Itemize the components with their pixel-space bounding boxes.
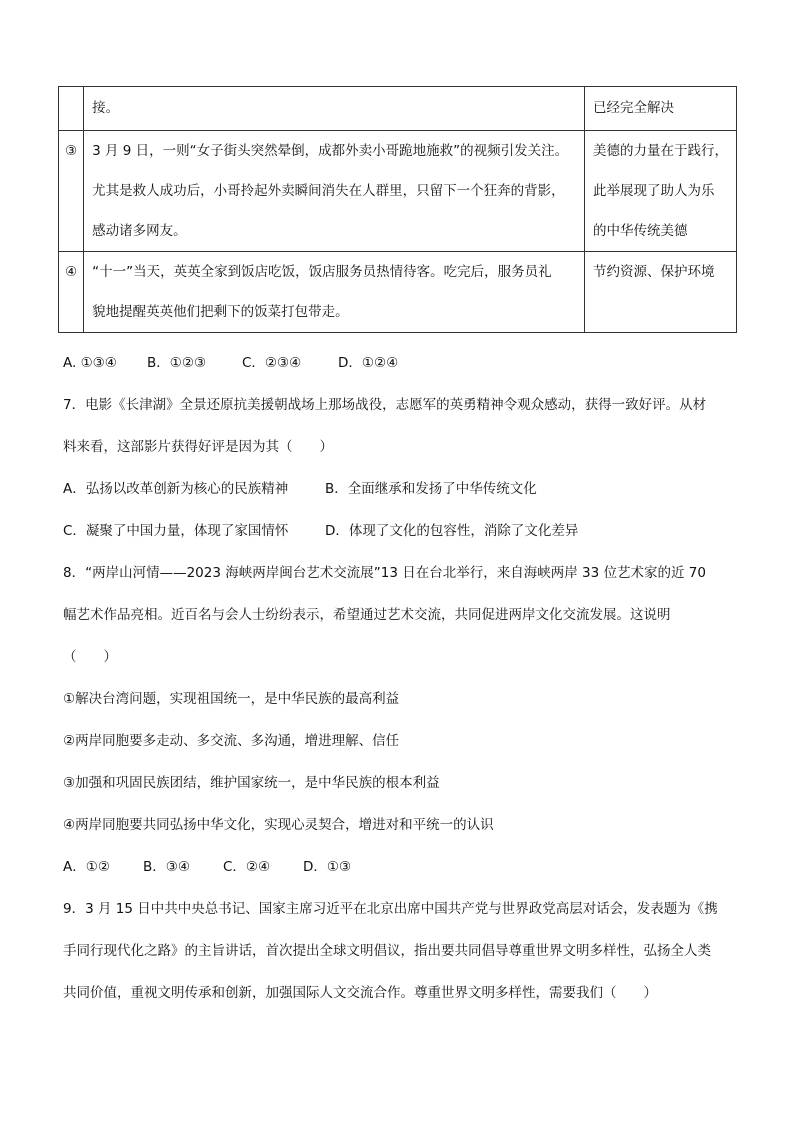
case-content: 3 月 9 日，一则“女子街头突然晕倒，成都外卖小哥跪地施救”的视频引发关注。 尤其是救人成功后，小哥拎起外卖瞬间消失在人群里，只留下一个狂奔的背影， 感动诸多网友。 [84, 131, 585, 252]
row-number [59, 87, 84, 131]
q7-options-row-1 [63, 468, 735, 510]
option-b[interactable]: B．①②③ [147, 355, 207, 371]
option-c[interactable]: C．凝聚了中国力量，体现了家国情怀 [63, 523, 289, 539]
case-evaluation: 美德的力量在于践行， 此举展现了助人为乐 的中华传统美德 [585, 131, 737, 252]
q8-statement-4: ④两岸同胞要共同弘扬中华文化，实现心灵契合，增进对和平统一的认识 [63, 817, 494, 833]
q8-statement-3: ③加强和巩固民族团结，维护国家统一，是中华民族的根本利益 [63, 775, 440, 791]
option-a[interactable]: A. ①③④ [63, 355, 117, 371]
case-table [58, 86, 737, 333]
option-b[interactable]: B．③④ [143, 859, 190, 875]
option-c[interactable]: C．②④ [223, 859, 271, 875]
q9-stem-line-2: 手同行现代化之路》的主旨讲话，首次提出全球文明倡议，指出要共同倡导尊重世界文明多样性，弘扬全人类 [63, 943, 711, 959]
q8-statement-1: ①解决台湾问题，实现祖国统一，是中华民族的最高利益 [63, 691, 400, 707]
table-row [59, 87, 737, 131]
q8-statement-2: ②两岸同胞要多走动、多交流、多沟通，增进理解、信任 [63, 733, 400, 749]
q8-stem-line-1: 8．“两岸山河情——2023 海峡两岸闽台艺术交流展”13 日在台北举行，来自海峡两岸 33 位艺术家的近 70 [63, 565, 706, 581]
q7-options-row-2 [63, 510, 735, 552]
option-a[interactable]: A．弘扬以改革创新为核心的民族精神 [63, 481, 289, 497]
case-evaluation: 节约资源、保护环境 [585, 252, 737, 333]
q6-options [63, 342, 735, 384]
q8-options [63, 846, 735, 888]
q7-stem-line-1: 7．电影《长津湖》全景还原抗美援朝战场上那场战役，志愿军的英勇精神令观众感动，获得一致好评。从材 [63, 397, 707, 413]
option-b[interactable]: B．全面继承和发扬了中华传统文化 [325, 481, 537, 497]
option-c[interactable]: C．②③④ [242, 355, 302, 371]
option-d[interactable]: D．①③ [303, 859, 352, 875]
q9-stem-line-1: 9．3 月 15 日中共中央总书记、国家主席习近平在北京出席中国共产党与世界政党高层对话会，发表题为《携 [63, 901, 718, 917]
table-row [59, 131, 737, 252]
table-row [59, 252, 737, 333]
case-evaluation: 已经完全解决 [585, 87, 737, 131]
option-a[interactable]: A．①② [63, 859, 110, 875]
row-number: ③ [59, 131, 84, 252]
q8-stem-line-3: （ ） [63, 649, 117, 665]
option-d[interactable]: D．体现了文化的包容性，消除了文化差异 [325, 523, 579, 539]
option-d[interactable]: D．①②④ [338, 355, 399, 371]
case-content: “十一”当天，英英全家到饭店吃饭，饭店服务员热情待客。吃完后，服务员礼 貌地提醒英英他们把剩下的饭菜打包带走。 [84, 252, 585, 333]
q9-stem-line-3: 共同价值，重视文明传承和创新，加强国际人文交流合作。尊重世界文明多样性，需要我们（ ） [63, 985, 657, 1001]
q7-stem-line-2: 料来看，这部影片获得好评是因为其（ ） [63, 439, 333, 455]
case-content: 接。 [84, 87, 585, 131]
row-number: ④ [59, 252, 84, 333]
q8-stem-line-2: 幅艺术作品亮相。近百名与会人士纷纷表示，希望通过艺术交流，共同促进两岸文化交流发展。这说明 [63, 607, 671, 623]
